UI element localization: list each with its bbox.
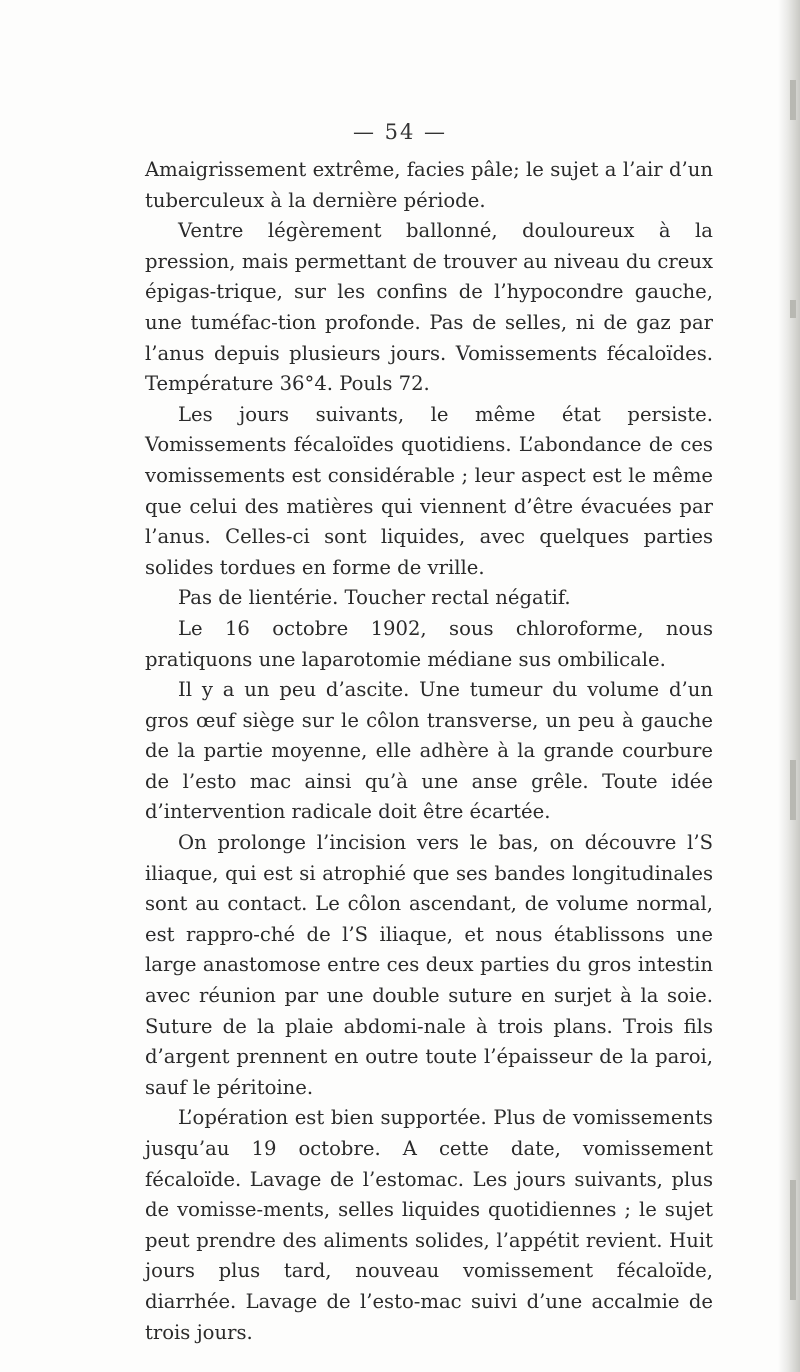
- paragraph: Le 16 octobre 1902, sous chloroforme, nous pratiquons une laparotomie médiane sus ombilicale.: [145, 616, 713, 671]
- edge-mark: [790, 1180, 796, 1300]
- paragraph: Ventre légèrement ballonné, douloureux à la pression, mais permettant de trouver au niveau du creux épigas-trique, sur les confins de l’hypocondre gauche, une tuméfac-tion profonde. Pas de selles, ni de gaz par l’anus depuis plusieurs jours. Vomissements fécaloïdes. Température 36°4. Pouls 72.: [145, 219, 713, 396]
- paragraph: L’opération est bien supportée. Plus de vomissements jusqu’au 19 octobre. A cette date, vomissement fécaloïde. Lavage de l’estomac. Les jours suivants, plus de vomisse-ments, selles liquides quotidiennes ; le sujet peut prendre des aliments solides, l’appétit revient. Huit jours plus tard, nouveau vomissement fécaloïde, diarrhée. Lavage de l’esto-mac suivi d’une accalmie de trois jours.: [145, 1106, 713, 1344]
- paragraph: Pas de lientérie. Toucher rectal négatif.: [178, 586, 571, 610]
- paragraph: Amaigrissement extrême, facies pâle; le sujet a l’air d’un tuberculeux à la dernière période.: [145, 158, 713, 212]
- page-edge-shadow: [778, 0, 800, 1372]
- paragraph: Les jours suivants, le même état persiste. Vomissements fécaloïdes quotidiens. L’abondance de ces vomissements est considérable ; leur aspect est le même que celui des matières qui viennent d’être évacuées par l’anus. Celles-ci sont liquides, avec quelques parties solides tordues en forme de vrille.: [145, 402, 713, 579]
- edge-mark: [790, 760, 796, 820]
- page-number: — 54 —: [352, 120, 448, 144]
- edge-mark: [790, 300, 796, 318]
- paragraph: Il y a un peu d’ascite. Une tumeur du volume d’un gros œuf siège sur le côlon transverse, un peu à gauche de la partie moyenne, elle adhère à la grande courbure de l’esto mac ainsi qu’à une anse grêle. Toute idée d’intervention radicale doit être écartée.: [145, 678, 713, 824]
- edge-mark: [790, 80, 796, 120]
- body-text: [145, 155, 713, 1348]
- paragraph: On prolonge l’incision vers le bas, on découvre l’S iliaque, qui est si atrophié que ses bandes longitudinales sont au contact. Le côlon ascendant, de volume normal, est rappro-ché de l’S iliaque, et nous établissons une large anastomose entre ces deux parties du gros intestin avec réunion par une double suture en surjet à la soie. Suture de la plaie abdomi-nale à trois plans. Trois fils d’argent prennent en outre toute l’épaisseur de la paroi, sauf le péritoine.: [145, 831, 713, 1099]
